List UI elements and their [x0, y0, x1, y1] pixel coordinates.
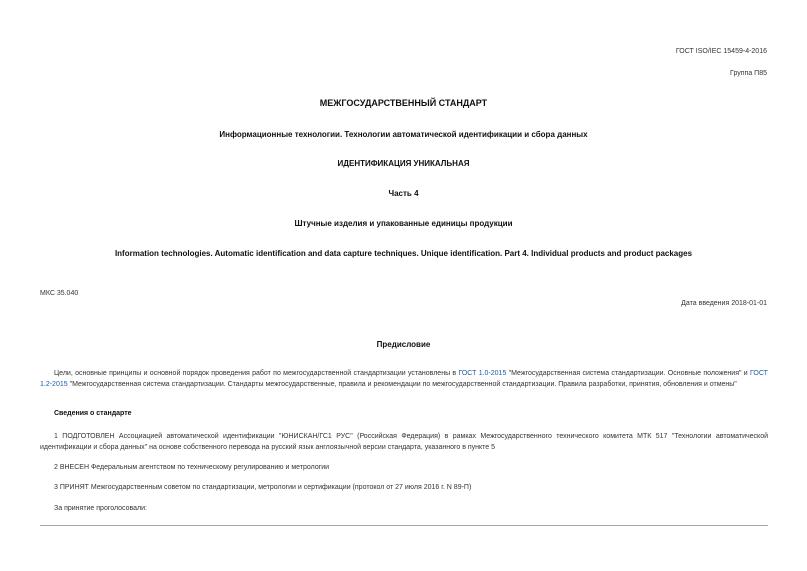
group-label: Группа П85	[730, 70, 767, 77]
standard-type-heading: МЕЖГОСУДАРСТВЕННЫЙ СТАНДАРТ	[319, 98, 488, 108]
doc-number: ГОСТ ISO/IEC 15459-4-2016	[675, 48, 767, 55]
item-1: 1 ПОДГОТОВЛЕН Ассоциацией автоматической идентификации "ЮНИСКАН/ГС1 РУС" (Российская Федерация) в рамках Межгосударственного технического комитета МТК 517 "Технологии автоматической идентификации и сбора данных" на основе собственного перевода на русский язык англоязычной версии стандарта, указанного в пункте 5	[40, 433, 768, 451]
mks-code: МКС 35.040	[40, 290, 79, 297]
english-title-heading: Information technologies. Automatic identification and data capture techniques. Unique identification. Part 4. Individual products and product packages	[114, 249, 693, 258]
subject-heading: Информационные технологии. Технологии автоматической идентификации и сбора данных	[219, 130, 588, 139]
item-2: 2 ВНЕСЕН Федеральным агентством по техническому регулированию и метрологии	[54, 464, 330, 471]
gost-1-2-link[interactable]: ГОСТ 1.2-2015	[40, 370, 768, 388]
foreword-text-a: Цели, основные принципы и основной порядок проведения работ по межгосударственной стандартизации установлены в	[54, 370, 459, 377]
foreword-heading: Предисловие	[376, 340, 431, 349]
voted-label: За принятие проголосовали:	[54, 505, 147, 512]
foreword-text-c: "Межгосударственная система стандартизации. Стандарты межгосударственные, правила и рекомендации по межгосударственной стандартизации. Правила разработки, принятия, обновления и отмены"	[67, 381, 737, 388]
part-title-heading: Штучные изделия и упакованные единицы продукции	[294, 219, 513, 228]
standard-info-heading: Сведения о стандарте	[54, 410, 132, 417]
divider	[40, 525, 768, 526]
name-heading: ИДЕНТИФИКАЦИЯ УНИКАЛЬНАЯ	[337, 159, 470, 168]
foreword-text-b: "Межгосударственная система стандартизации. Основные положения" и	[506, 370, 751, 377]
part-heading: Часть 4	[388, 189, 419, 198]
foreword-paragraph	[40, 368, 768, 390]
item-3: 3 ПРИНЯТ Межгосударственным советом по стандартизации, метрологии и сертификации (протокол от 27 июля 2016 г. N 89-П)	[54, 484, 472, 491]
gost-1-0-link[interactable]: ГОСТ 1.0-2015	[458, 370, 507, 377]
intro-date: Дата введения 2018-01-01	[681, 300, 767, 307]
